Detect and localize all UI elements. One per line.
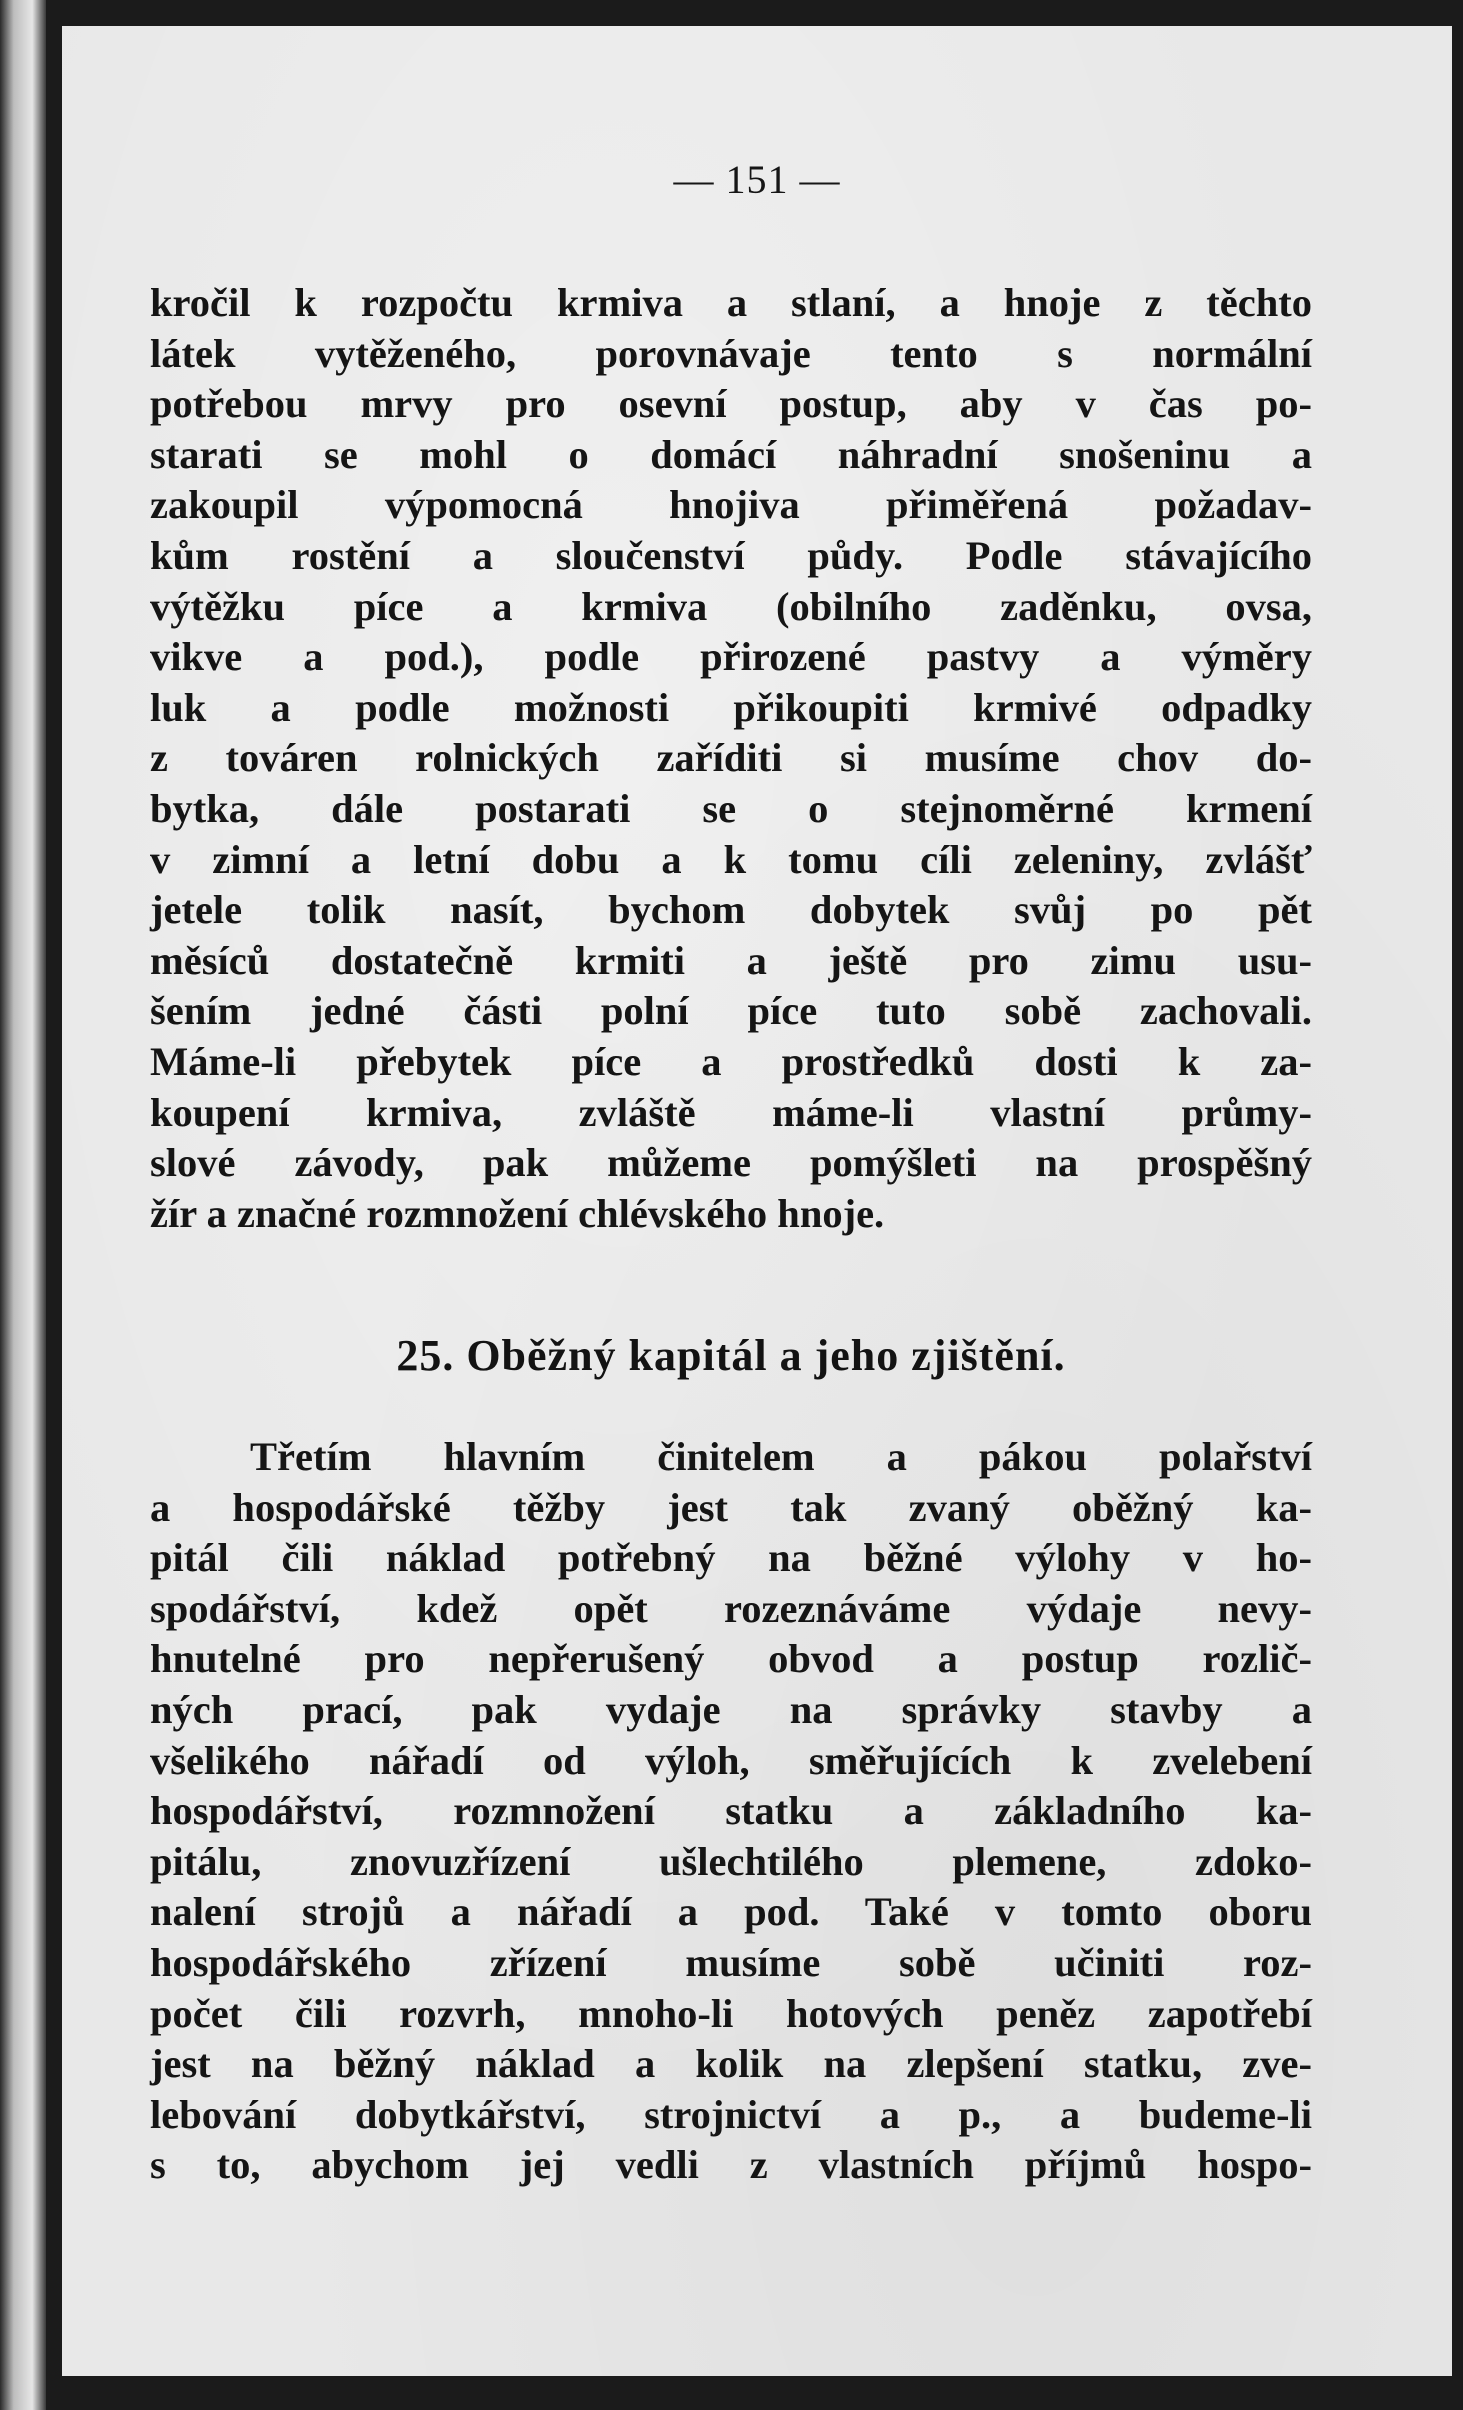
paragraph-continued bbox=[150, 278, 1312, 1239]
text-line: kročil k rozpočtu krmiva a stlaní, a hnoje z těchto bbox=[150, 280, 1312, 325]
text-line: s to, abychom jej vedli z vlastních příjmů hospo- bbox=[150, 2142, 1312, 2188]
text-line: jest na běžný náklad a kolik na zlepšení statku, zve- bbox=[150, 2041, 1312, 2087]
text-line: hospodářství, rozmnožení statku a základního ka- bbox=[150, 1788, 1312, 1834]
text-line: měsíců dostatečně krmiti a ještě pro zimu usu- bbox=[150, 937, 1312, 983]
text-line: pitálu, znovuzřízení ušlechtilého plemene, zdoko- bbox=[150, 1838, 1312, 1884]
text-line: počet čili rozvrh, mnoho-li hotových peněz zapotřebí bbox=[150, 1990, 1312, 2036]
text-line: hnutelné pro nepřerušený obvod a postup rozlič- bbox=[150, 1636, 1312, 1682]
page-sheet bbox=[62, 26, 1452, 2376]
text-line: žír a značné rozmnožení chlévského hnoje. bbox=[150, 1190, 885, 1236]
text-line: spodářství, kdež opět rozeznáváme výdaje nevy- bbox=[150, 1585, 1312, 1631]
text-line: starati se mohl o domácí náhradní snošeninu a bbox=[150, 431, 1312, 477]
text-line: ných prací, pak vydaje na správky stavby a bbox=[150, 1686, 1312, 1732]
text-line: luk a podle možnosti přikoupiti krmivé odpadky bbox=[150, 684, 1312, 730]
text-line: kům rostění a sloučenství půdy. Podle stávajícího bbox=[150, 532, 1312, 578]
text-line: všelikého nářadí od výloh, směřujících k zvelebení bbox=[150, 1737, 1312, 1783]
text-line: slové závody, pak můžeme pomýšleti na prospěšný bbox=[150, 1140, 1312, 1186]
text-line: bytka, dále postarati se o stejnoměrné krmení bbox=[150, 785, 1312, 831]
text-line: jetele tolik nasít, bychom dobytek svůj po pět bbox=[150, 887, 1312, 933]
text-line: v zimní a letní dobu a k tomu cíli zeleniny, zvlášť bbox=[150, 836, 1312, 882]
text-line: výtěžku píce a krmiva (obilního zaděnku, ovsa, bbox=[150, 583, 1312, 629]
text-line: látek vytěženého, porovnávaje tento s normální bbox=[150, 330, 1312, 376]
text-line: Máme-li přebytek píce a prostředků dosti k za- bbox=[150, 1038, 1312, 1084]
text-line: z továren rolnických zaříditi si musíme chov do- bbox=[150, 735, 1312, 781]
section-heading: 25. Oběžný kapitál a jeho zjištění. bbox=[396, 1331, 1066, 1380]
text-line: vikve a pod.), podle přirozené pastvy a výměry bbox=[150, 634, 1312, 680]
paragraph-section-25 bbox=[150, 1432, 1312, 2191]
text-line: zakoupil výpomocná hnojiva přiměřená požadav- bbox=[150, 482, 1312, 528]
text-line: lebování dobytkářství, strojnictví a p., a budeme-li bbox=[150, 2091, 1312, 2137]
text-line: hospodářského zřízení musíme sobě učiniti roz- bbox=[150, 1939, 1312, 1985]
text-line: nalení strojů a nářadí a pod. Také v tomto oboru bbox=[150, 1889, 1312, 1935]
text-line: šením jedné části polní píce tuto sobě zachovali. bbox=[150, 988, 1312, 1034]
text-line: a hospodářské těžby jest tak zvaný oběžný ka- bbox=[150, 1484, 1312, 1530]
previous-page-edge bbox=[0, 0, 46, 2410]
page-number: — 151 — bbox=[673, 157, 841, 202]
text-line: koupení krmiva, zvláště máme-li vlastní průmy- bbox=[150, 1089, 1312, 1135]
text-line: pitál čili náklad potřebný na běžné výlohy v ho- bbox=[150, 1535, 1312, 1581]
text-line: potřebou mrvy pro osevní postup, aby v čas po- bbox=[150, 381, 1312, 427]
text-line: Třetím hlavním činitelem a pákou polařství bbox=[250, 1434, 1312, 1479]
